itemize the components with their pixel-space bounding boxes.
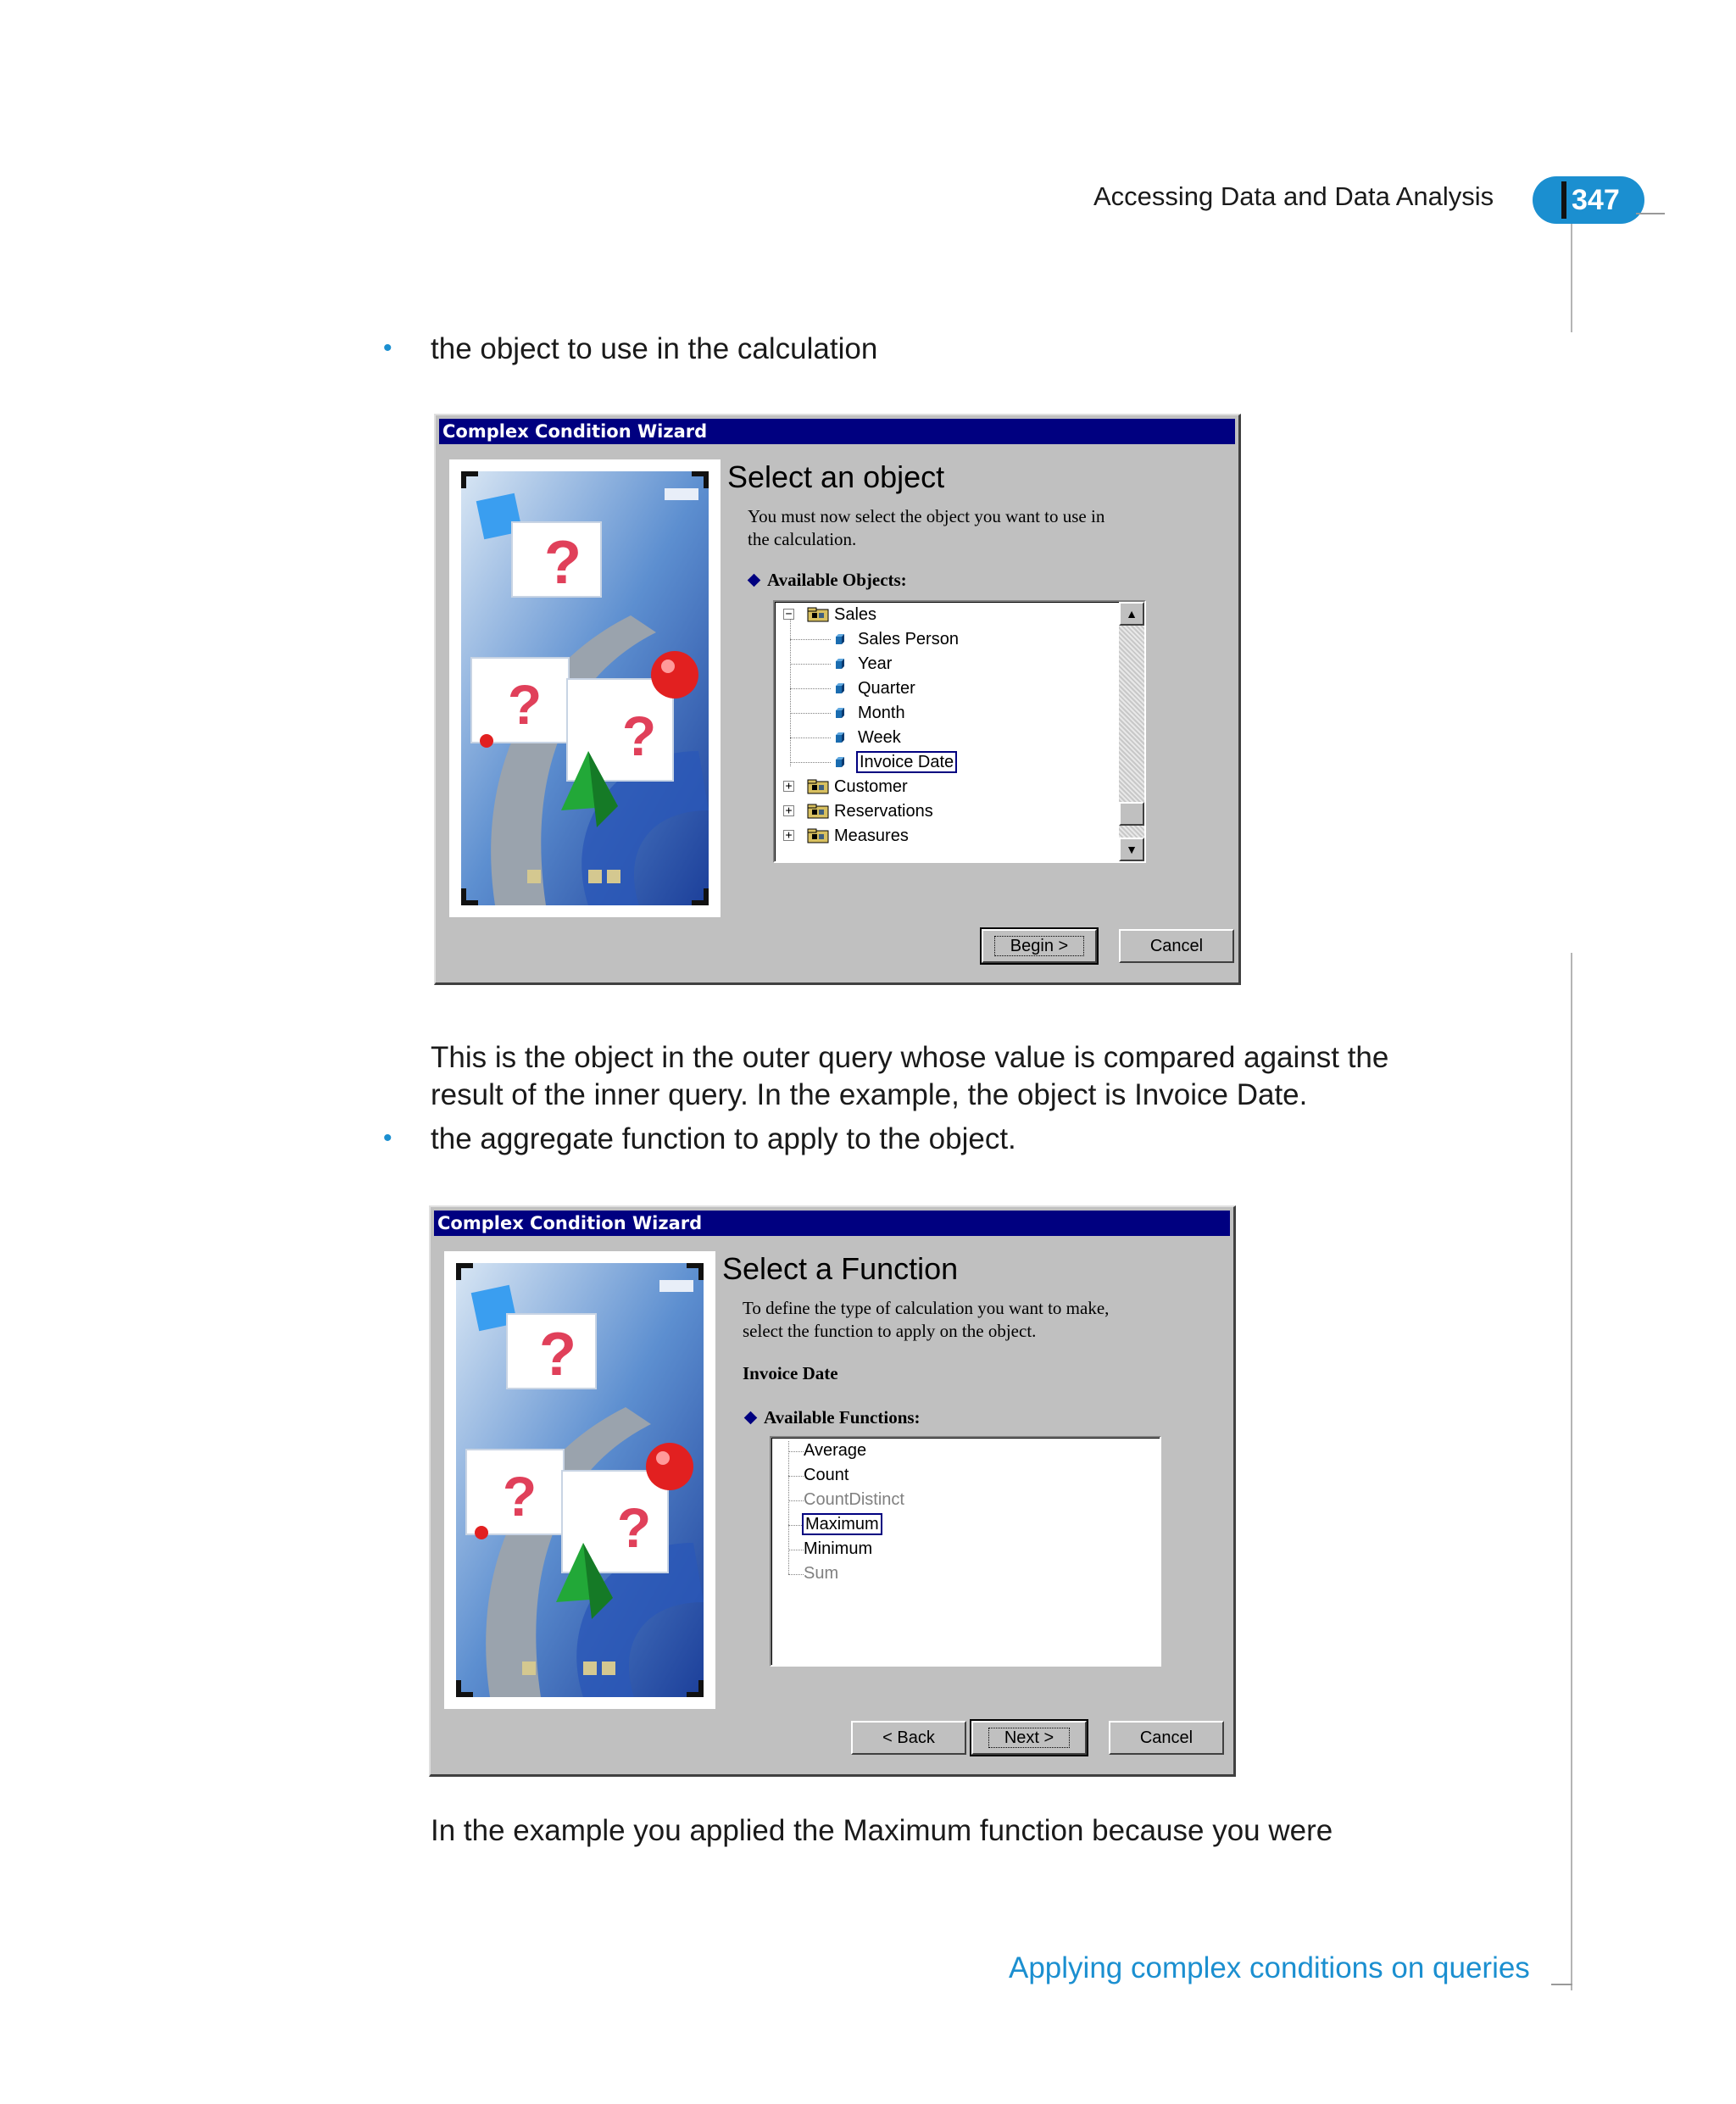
tree-item-label: Customer	[834, 777, 908, 796]
scroll-down-button[interactable]: ▼	[1119, 838, 1144, 861]
available-functions-list[interactable]	[770, 1436, 1161, 1667]
footer-section-title: Applying complex conditions on queries	[1009, 1951, 1530, 1984]
tree-item-label: Year	[858, 654, 893, 673]
cube-icon	[834, 756, 846, 768]
list-connector	[788, 1476, 804, 1477]
collapse-toggle[interactable]: −	[783, 609, 794, 620]
function-item-label: Sum	[804, 1564, 839, 1583]
bullet-text-function: the aggregate function to apply to the object.	[431, 1122, 1016, 1155]
begin-button[interactable]: Begin >	[982, 929, 1097, 963]
tree-folder-item[interactable]	[834, 825, 909, 847]
wizard-description	[748, 505, 1104, 551]
tree-item-label: Month	[858, 704, 905, 722]
tree-scrollbar[interactable]	[1119, 602, 1144, 861]
scroll-thumb[interactable]	[1119, 802, 1144, 826]
wizard-dialog-select-object	[434, 414, 1241, 985]
cube-icon	[834, 707, 846, 719]
available-objects-text: Available Objects:	[767, 570, 907, 590]
available-objects-label	[749, 570, 907, 591]
cube-icon	[834, 732, 846, 743]
tree-object-item[interactable]	[858, 751, 955, 773]
available-functions-text: Available Functions:	[764, 1407, 921, 1428]
paragraph-line-2: result of the inner query. In the example, the object is Invoice Date.	[431, 1078, 1308, 1111]
function-item-label: Count	[804, 1466, 849, 1484]
function-item[interactable]	[804, 1513, 881, 1535]
cube-icon	[834, 658, 846, 670]
tree-object-item[interactable]	[858, 628, 959, 650]
tree-object-item[interactable]	[858, 702, 905, 724]
tree-folder-item[interactable]	[834, 776, 908, 798]
svg-text:?: ?	[616, 1496, 652, 1559]
expand-toggle[interactable]: +	[783, 781, 794, 792]
tree-item-label: Measures	[834, 827, 909, 845]
diamond-bullet-icon	[748, 574, 761, 587]
tree-object-item[interactable]	[858, 653, 892, 675]
paragraph-line-1: This is the object in the outer query whose value is compared against the	[431, 1041, 1389, 1074]
description-line-1: You must now select the object you want to use in	[748, 506, 1105, 526]
folder-icon	[807, 779, 829, 794]
folder-icon	[807, 607, 829, 622]
function-item-label: Average	[804, 1441, 867, 1460]
footer-rule	[1551, 1984, 1572, 1985]
page-number: 347	[1572, 183, 1620, 216]
wizard-heading: Select an object	[727, 459, 945, 494]
function-item[interactable]	[804, 1538, 872, 1560]
bullet-dot: •	[383, 1124, 392, 1152]
cube-icon	[834, 633, 846, 645]
tree-item-label: Reservations	[834, 802, 933, 821]
folder-icon	[807, 804, 829, 819]
running-header-title: Accessing Data and Data Analysis	[1093, 181, 1494, 211]
svg-text:?: ?	[621, 704, 657, 767]
list-connector	[788, 1500, 804, 1501]
tree-connector	[790, 688, 831, 689]
svg-text:?: ?	[507, 673, 542, 736]
cancel-button[interactable]: Cancel	[1119, 929, 1234, 963]
wizard-heading: Select a Function	[722, 1251, 959, 1286]
margin-rule-top	[1571, 224, 1572, 332]
scroll-up-button[interactable]: ▲	[1119, 602, 1144, 626]
tree-folder-item[interactable]	[834, 800, 933, 822]
available-objects-tree[interactable]	[773, 600, 1146, 863]
wizard-dialog-select-function	[429, 1205, 1236, 1777]
tree-item-label: Week	[858, 728, 901, 747]
tree-item-label: Quarter	[858, 679, 915, 698]
function-item	[804, 1562, 838, 1584]
page-number-mark	[1561, 181, 1566, 219]
expand-toggle[interactable]: +	[783, 805, 794, 816]
tree-connector	[790, 713, 831, 714]
bullet-dot: •	[383, 334, 392, 362]
tree-connector	[790, 664, 831, 665]
wizard-illustration	[456, 1263, 704, 1697]
dialog-titlebar: Complex Condition Wizard	[439, 419, 1235, 444]
function-item	[804, 1489, 904, 1511]
bullet-text-object: the object to use in the calculation	[431, 332, 878, 365]
tree-item-label: Sales	[834, 605, 877, 624]
page-number-badge	[1533, 176, 1644, 224]
function-item-label: Minimum	[804, 1539, 873, 1558]
wizard-description	[743, 1297, 1109, 1343]
tree-item-label: Invoice Date	[860, 753, 954, 771]
function-item-label: Maximum	[805, 1515, 879, 1533]
tree-folder-item[interactable]	[834, 604, 876, 626]
expand-toggle[interactable]: +	[783, 830, 794, 841]
available-functions-label	[746, 1407, 921, 1428]
svg-text:?: ?	[539, 1321, 576, 1389]
margin-rule-main	[1571, 953, 1572, 1990]
svg-text:?: ?	[544, 529, 581, 597]
tree-connector	[790, 762, 831, 763]
tree-connector	[790, 619, 791, 766]
back-button[interactable]: < Back	[851, 1721, 966, 1755]
tree-object-item[interactable]	[858, 677, 915, 699]
cancel-button[interactable]: Cancel	[1109, 1721, 1224, 1755]
description-line-2: select the function to apply on the object.	[743, 1321, 1037, 1341]
list-connector	[788, 1451, 804, 1452]
diamond-bullet-icon	[744, 1411, 758, 1425]
tree-item-label: Sales Person	[858, 630, 959, 648]
next-button[interactable]: Next >	[971, 1721, 1087, 1755]
svg-text:?: ?	[502, 1465, 537, 1528]
description-line-1: To define the type of calculation you want to make,	[743, 1298, 1110, 1318]
folder-icon	[807, 828, 829, 843]
tree-connector	[790, 639, 831, 640]
wizard-illustration-frame	[444, 1251, 715, 1709]
tree-object-item[interactable]	[858, 726, 901, 749]
wizard-illustration	[461, 471, 709, 905]
list-connector	[788, 1441, 789, 1574]
wizard-illustration-frame	[449, 459, 721, 917]
header-rule	[1636, 213, 1665, 214]
function-item[interactable]	[804, 1439, 866, 1461]
paragraph-maximum: In the example you applied the Maximum function because you were	[431, 1814, 1333, 1847]
dialog-titlebar: Complex Condition Wizard	[434, 1211, 1230, 1236]
list-connector	[788, 1525, 804, 1526]
description-line-2: the calculation.	[748, 529, 857, 549]
selected-object-name: Invoice Date	[743, 1363, 838, 1383]
list-connector	[788, 1574, 804, 1575]
cube-icon	[834, 682, 846, 694]
function-item[interactable]	[804, 1464, 849, 1486]
function-item-label: CountDistinct	[804, 1490, 904, 1509]
